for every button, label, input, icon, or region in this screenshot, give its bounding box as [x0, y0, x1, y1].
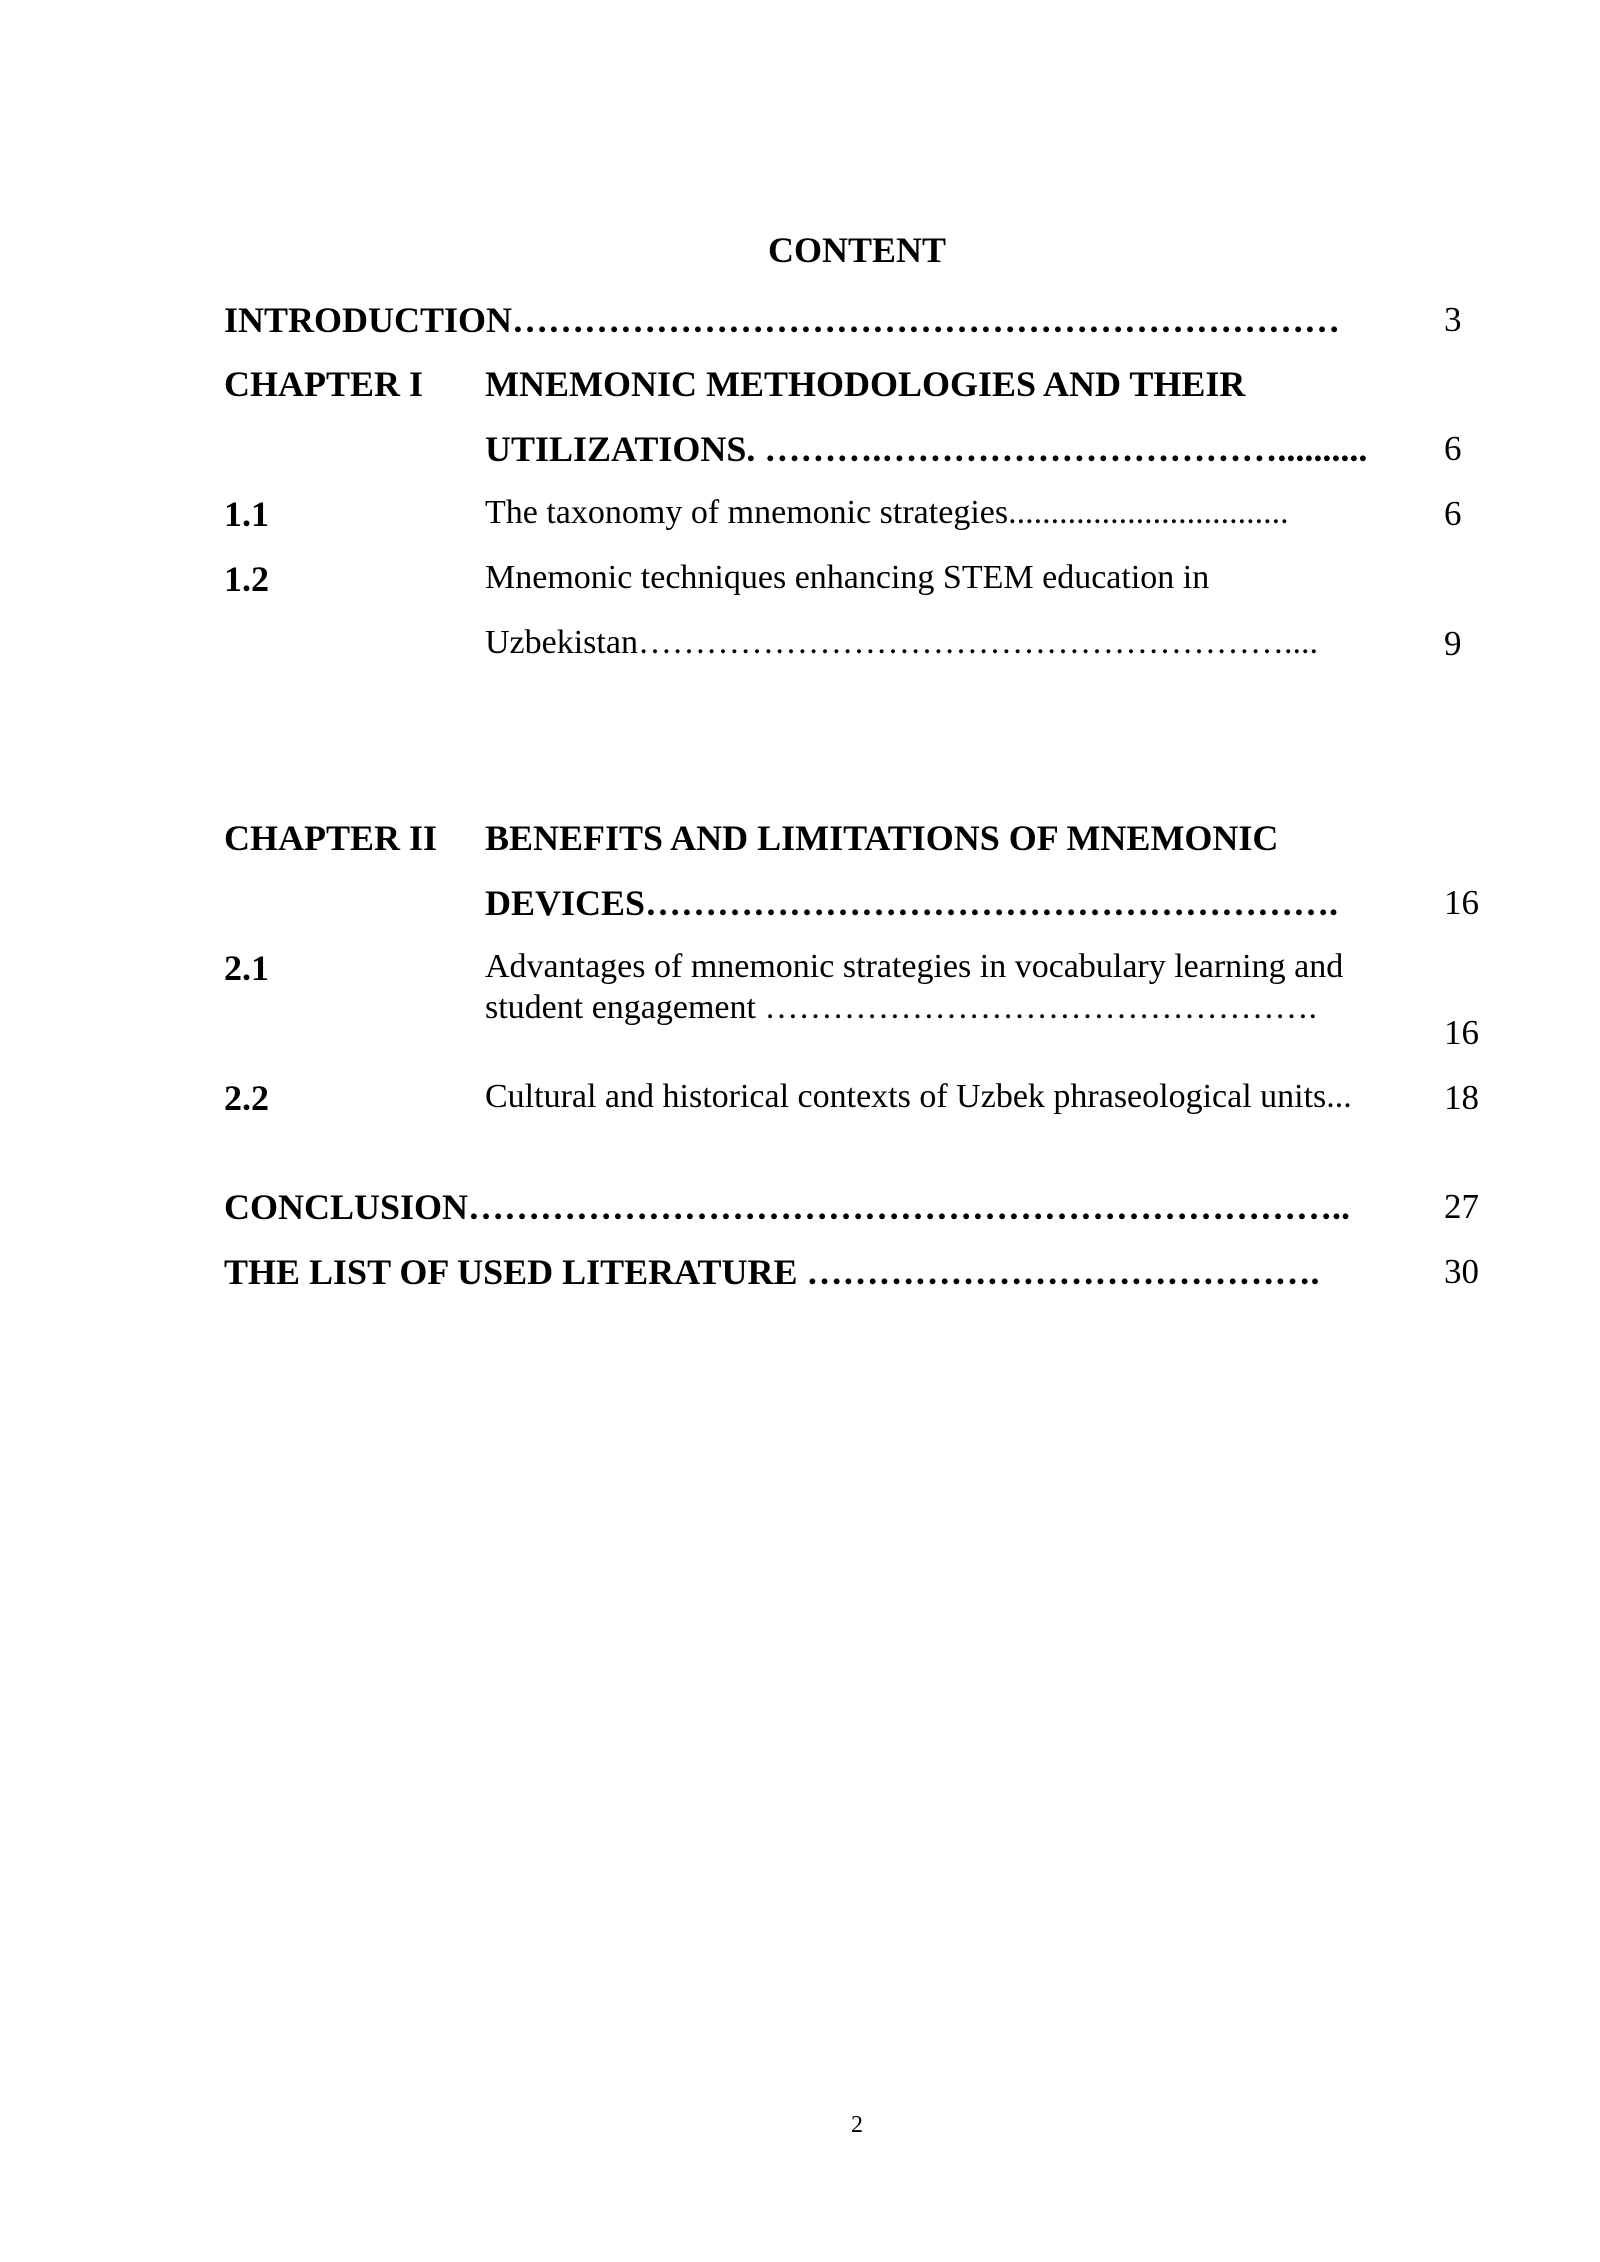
toc-section-2-1-page: 16	[1444, 1013, 1479, 1052]
toc-chapter1-page: 6	[1444, 429, 1462, 468]
toc-section-2-2-number: 2.2	[224, 1078, 269, 1118]
toc-section-2-2-title: Cultural and historical contexts of Uzbek phraseological units...	[485, 1078, 1352, 1115]
toc-chapter2-page: 16	[1444, 883, 1479, 922]
toc-introduction: INTRODUCTION……………………………………………………………	[224, 300, 1341, 340]
toc-section-2-1-title-line2: student engagement ………………………………………….	[485, 989, 1317, 1026]
toc-section-1-1-page: 6	[1444, 494, 1462, 533]
toc-chapter2-title-line1: BENEFITS AND LIMITATIONS OF MNEMONIC	[485, 818, 1279, 858]
toc-literature-page: 30	[1444, 1252, 1479, 1291]
toc-chapter1-title-line2: UTILIZATIONS. ……….……………………………..........	[485, 429, 1368, 469]
toc-chapter2-title-line2: DEVICES………………………………………………….	[485, 883, 1339, 923]
toc-section-2-2-page: 18	[1444, 1078, 1479, 1117]
toc-chapter1-title-line1: MNEMONIC METHODOLOGIES AND THEIR	[485, 364, 1246, 404]
toc-conclusion: CONCLUSION………………………………………………………………..	[224, 1187, 1351, 1227]
toc-chapter2-label: CHAPTER II	[224, 818, 438, 858]
page-title: CONTENT	[767, 230, 947, 270]
toc-chapter1-label: CHAPTER I	[224, 364, 424, 404]
toc-literature: THE LIST OF USED LITERATURE …………………………………….	[224, 1252, 1320, 1292]
toc-introduction-page: 3	[1444, 300, 1462, 339]
toc-section-1-2-title-line2: Uzbekistan…………………………………………………....	[485, 624, 1318, 661]
toc-section-2-1-number: 2.1	[224, 948, 269, 988]
toc-section-1-2-number: 1.2	[224, 559, 269, 599]
toc-conclusion-page: 27	[1444, 1187, 1479, 1226]
toc-section-2-1-title-line1: Advantages of mnemonic strategies in vocabulary learning and	[485, 948, 1344, 985]
toc-section-1-1-title: The taxonomy of mnemonic strategies.................................	[485, 494, 1289, 531]
toc-section-1-2-title-line1: Mnemonic techniques enhancing STEM education in	[485, 559, 1210, 596]
toc-section-1-1-number: 1.1	[224, 494, 269, 534]
toc-section-1-2-page: 9	[1444, 624, 1462, 663]
page-number: 2	[851, 2112, 863, 2138]
